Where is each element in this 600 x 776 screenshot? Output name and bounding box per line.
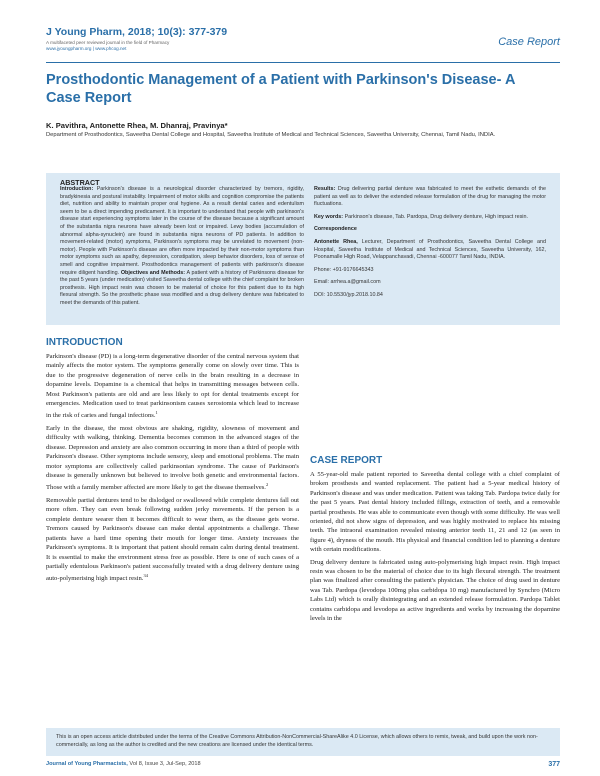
intro-label: Introduction:	[60, 186, 94, 192]
case-report-heading: CASE REPORT	[310, 455, 383, 466]
objectives-label: Objectives and Methods:	[120, 269, 186, 276]
correspondence-email[interactable]: Email: arrhea.a@gmail.com	[314, 279, 381, 286]
journal-url-link[interactable]: www.jyoungpharm.org | www.phcog.net	[46, 46, 127, 51]
correspondence-name: Antonette Rhea,	[314, 238, 358, 245]
introduction-heading: INTRODUCTION	[46, 337, 123, 348]
keywords-label: Key words:	[314, 213, 344, 220]
abstract-left-column	[60, 186, 304, 308]
footer-journal-name: Journal of Young Pharmacists,	[46, 761, 128, 767]
citation-ref[interactable]: 3	[143, 573, 146, 579]
results-paragraph	[314, 186, 546, 209]
citation-ref[interactable]: 4	[145, 573, 148, 579]
intro-paragraph-1-text: Parkinson's disease (PD) is a long-term degenerative disorder of the central nervous system that mainly affects the motor system. The symptoms generally come on slowly over time. This is due to the progressive degeneration of nerve cells in the brain resulting in a decrease in dopamine levels. Dopamine is a chemical that helps in transmitting messages between cells. Most Parkinson's patients are old and are less likely to opt for dental treatments except for emergencies. Medication used to treat parkinsonism causes xerostomia which lead to increase in the risk of caries and fungal infections.	[46, 353, 299, 420]
abstract-box	[46, 173, 560, 325]
page-footer	[46, 761, 560, 771]
introduction-column	[46, 352, 299, 587]
journal-title: J Young Pharm, 2018; 10(3): 377-379	[46, 26, 228, 38]
journal-subtitle: A multifaceted peer reviewed journal in the field of Pharmacy	[46, 40, 170, 45]
case-paragraph-2: Drug delivery denture is fabricated using auto-polymerising high impact resin. High impact resin was chosen to be the material of choice due to its high flexural strength. The treatment plan was finalized after consulting the patient's physician. The choice of drug used in denture was Tab. Pardopa (levodopa 100mg plus carbidopa 10 mg) manufactured by Synchro (Micro Labs Ltd) which is orally disintegrating and an extended release formulation. Pardopa Tablet contains carbidopa and levodopa as active ingredients and works by increasing the dopamine levels in the	[310, 558, 560, 623]
page-header	[46, 26, 560, 60]
intro-paragraph-2-text: Early in the disease, the most obvious are shaking, rigidity, slowness of movement and difficulty with walking, thinking. Dementia becomes common in the advanced stages of the disease. Depression and anxiety are also common occurring in more than a third of people with Parkinson's disease. Other symptoms include sensory, sleep and emotional problems. The main motor symptoms are collectively called parkinsonian syndrome. The cause of Parkinson's disease is generally unknown but believed to involve both genetic and environmental factors. Those with a family member affected are more likely to get the disease themselves.	[46, 425, 299, 492]
author-list: K. Pavithra, Antonette Rhea, M. Dhanraj, Pravinya*	[46, 121, 228, 130]
article-type-label: Case Report	[498, 36, 560, 48]
abstract-heading: ABSTRACT	[60, 178, 100, 187]
results-label: Results:	[314, 186, 336, 192]
citation-ref[interactable]: 2	[265, 482, 269, 488]
keywords-text: Parkinson's disease, Tab. Pardopa, Drug delivery denture, High impact resin.	[344, 213, 528, 220]
article-title: Prosthodontic Management of a Patient with Parkinson's Disease- A Case Report	[46, 72, 515, 106]
intro-text: Parkinson's disease is a neurological disorder characterized by tremors, rigidity, bradykinesia and postural instability. Impairment of motor skills and cognition compromise the patients diet, nutrition and ability to maintain proper oral hygiene. As a result dental caries and edentulism seem to be a direct impending predicament. It is important to understand that people with parkinson's disease start experiencing symptoms later in the course of the disease because a significant amount of the substantia nigra neurons have already been lost or impaired. Lewy bodies (accumulation of abnormal alpha-synuclein) are found in substantia nigra neurons of PD patients. In addition to movement-related (motor) symptoms, Parkinson's symptoms may be unrelated to movement (non-motor). People with Parkinson's disease are often more impacted by their non-motor symptoms than motor symptoms such as apathy, depression, constipation, sleep behavior disorders, loss of sense of smell and cognitive impairment. Prosthodontics management of patients with parkinson's disease require diligent handling.	[60, 186, 305, 276]
intro-paragraph-2	[46, 424, 299, 493]
correspondence-heading	[314, 226, 546, 234]
correspondence-label: Correspondence	[314, 226, 357, 233]
abstract-columns	[60, 186, 546, 322]
correspondence-block	[314, 239, 546, 262]
objectives-text: A patient with a history of Parkinsons disease for the past 5 years (under medication) visited Saveetha dental college with the chief complaint for broken prosthesis. High impact resin was chosen to be material of choice for this patient due to its high flexural strength. So the prosthetic phase was modified and a drug delivery denture was fabricated to meet the demands of this patient.	[60, 269, 304, 306]
abstract-right-column	[314, 186, 546, 305]
intro-paragraph-3	[46, 496, 299, 584]
footer-journal	[46, 761, 201, 767]
header-divider	[46, 62, 560, 63]
license-notice: This is an open access article distributed under the terms of the Creative Commons Attribution-NonCommercial-ShareAlike 4.0 License, which allows others to remix, tweak, and build upon the work non-commercially, as long as the author is credited and the new creations are licensed under the identical terms.	[46, 728, 560, 756]
citation-ref[interactable]: 1	[155, 410, 158, 416]
footer-issue: Vol 8, Issue 3, Jul-Sep, 2018	[129, 761, 201, 767]
correspondence-address: Lecturer, Department of Prosthodontics, Saveetha Dental College and Hospital, Saveetha Institute of Medical and Technical Sciences, Saveetha University, 162, Poonamalle High Road, Velappanchavadi, Chennai -600077 Tamil Nadu, INDIA.	[314, 238, 546, 261]
intro-paragraph-1	[46, 352, 299, 421]
case-paragraph-1: A 55-year-old male patient reported to Saveetha dental college with a chief complaint of broken prosthesis and wanted replacement. The patient had a 5-year medical history of Parkinson's disease and was under medication. Patient was taking Tab. Pardopa twice daily for the past 5 years. Past dental history included fillings, extraction of teeth, and a removable partial prosthesis. He was able to communicate even though with some difficulty. He was well oriented, did not show signs of depression, and was highly motivated to replace his missing teeth. The intraoral examination revealed missing anterior teeth 11, 21 and 12 (as seen in figure 4), dryness of the mouth. His physical and financial condition led to planning a denture with certain modifications.	[310, 471, 560, 554]
intro-paragraph-3-text: Removable partial dentures tend to be dislodged or swallowed while complete dentures fall out more often. They can even break following sudden jerky movements. If the person is a complete denture wearer then it becomes difficult to wear them, as the disease gets worse. Tremors caused by Parkinson's disease can make dental appointments a challenge. These patients have a hard time opening their mouth for longer time. Anxiety increases the Parkinson's symptoms. It is important that patient should remain calm during dental treatment. It is essential to make the environment stress free as possible. Here is one of such cases of a partially edentulous Parkinson's patient successfully treated with a drug delivery denture using auto-polymerising high impact resin.	[46, 497, 299, 583]
author-affiliation: Department of Prosthodontics, Saveetha Dental College and Hospital, Saveetha Institute of Medical and Technical Sciences, Saveetha University, Chennai, Tamil Nadu, INDIA.	[46, 132, 496, 138]
results-text: Drug delivering partial denture was fabricated to meet the esthetic demands of the patient as well as to deliver the extended release formulation of the drug for managing the motor fluctuations.	[314, 186, 547, 208]
case-report-column	[310, 470, 560, 627]
keywords-paragraph	[314, 214, 546, 222]
article-doi[interactable]: DOI: 10.5530/jyp.2018.10.84	[314, 291, 383, 298]
page-number: 377	[548, 761, 560, 768]
correspondence-phone: Phone: +91-9176645343	[314, 266, 374, 273]
